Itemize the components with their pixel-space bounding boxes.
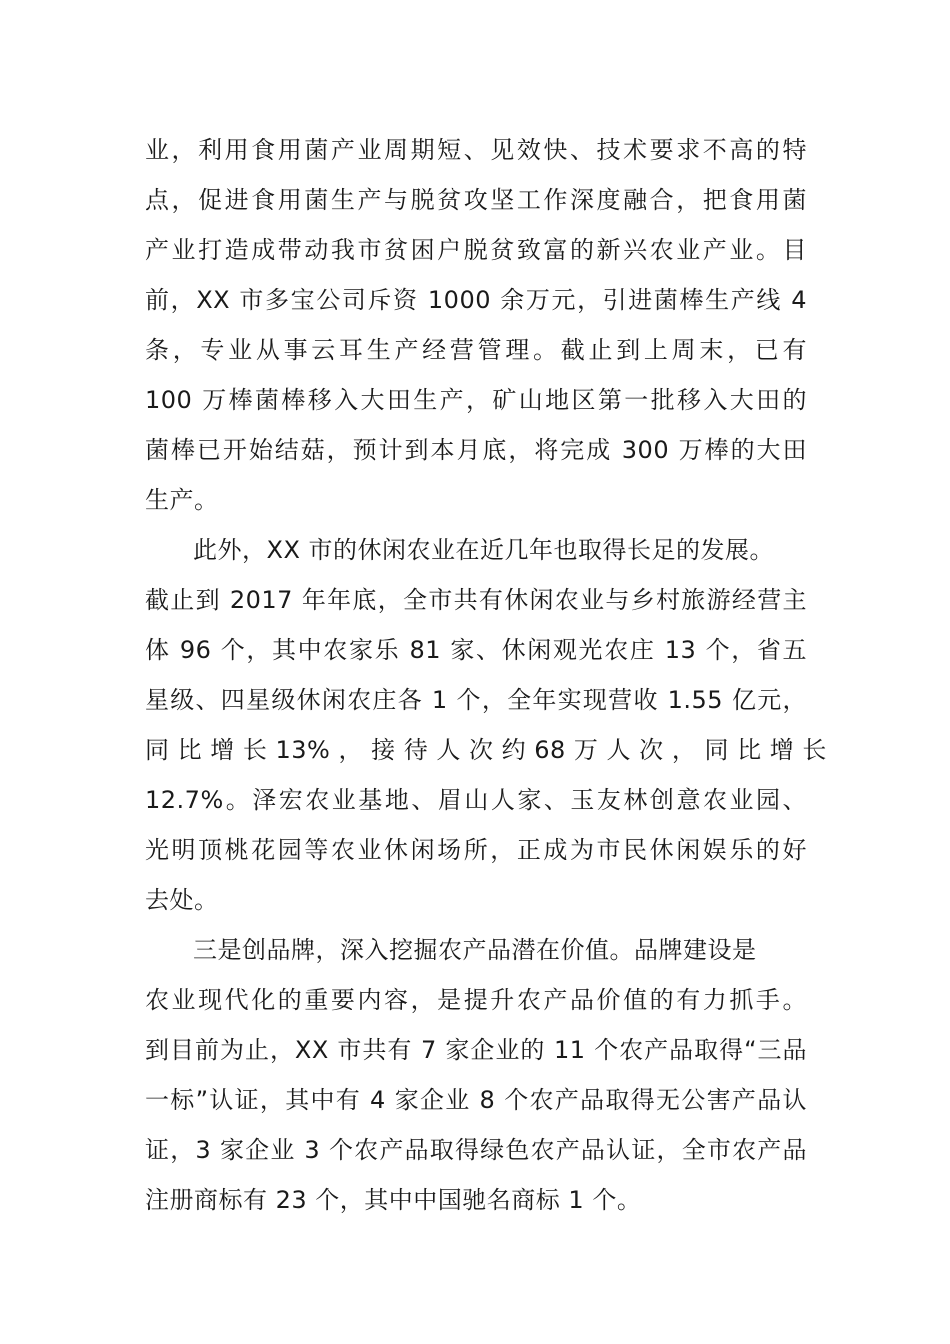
text-line: 一标”认证，其中有 4 家企业 8 个农产品取得无公害产品认 <box>145 1086 807 1114</box>
text-line: 业，利用食用菌产业周期短、见效快、技术要求不高的特 <box>145 136 807 164</box>
text-line: 农业现代化的重要内容，是提升农产品价值的有力抓手。 <box>145 986 807 1014</box>
text-line: 生产。 <box>145 486 219 514</box>
text-line: 产业打造成带动我市贫困户脱贫致富的新兴农业产业。目 <box>145 236 807 264</box>
text-line: 同 比 增 长 13% ， 接 待 人 次 约 68 万 人 次 ， 同 比 增 长 <box>145 736 827 764</box>
text-line: 到目前为止，XX 市共有 7 家企业的 11 个农产品取得“三品 <box>145 1036 807 1064</box>
text-line: 100 万棒菌棒移入大田生产，矿山地区第一批移入大田的 <box>145 386 807 414</box>
text-line: 点，促进食用菌生产与脱贫攻坚工作深度融合，把食用菌 <box>145 186 807 214</box>
text-line: 此外，XX 市的休闲农业在近几年也取得长足的发展。 <box>193 536 775 564</box>
text-line: 星级、四星级休闲农庄各 1 个，全年实现营收 1.55 亿元， <box>145 686 807 714</box>
text-line: 三是创品牌，深入挖掘农产品潜在价值。品牌建设是 <box>193 936 757 964</box>
text-line: 菌棒已开始结菇，预计到本月底，将完成 300 万棒的大田 <box>145 436 807 464</box>
body-text <box>145 125 827 1215</box>
text-line: 前，XX 市多宝公司斥资 1000 余万元，引进菌棒生产线 4 <box>145 286 807 314</box>
text-line: 光明顶桃花园等农业休闲场所，正成为市民休闲娱乐的好 <box>145 836 807 864</box>
text-line: 去处。 <box>145 886 219 914</box>
text-line: 截止到 2017 年年底，全市共有休闲农业与乡村旅游经营主 <box>145 586 807 614</box>
text-line: 条，专业从事云耳生产经营管理。截止到上周末，已有 <box>145 336 807 364</box>
text-line: 12.7%。泽宏农业基地、眉山人家、玉友林创意农业园、 <box>145 786 807 814</box>
text-line: 体 96 个，其中农家乐 81 家、休闲观光农庄 13 个，省五 <box>145 636 807 664</box>
text-line: 证，3 家企业 3 个农产品取得绿色农产品认证，全市农产品 <box>145 1136 807 1164</box>
text-line: 注册商标有 23 个，其中中国驰名商标 1 个。 <box>145 1186 642 1214</box>
